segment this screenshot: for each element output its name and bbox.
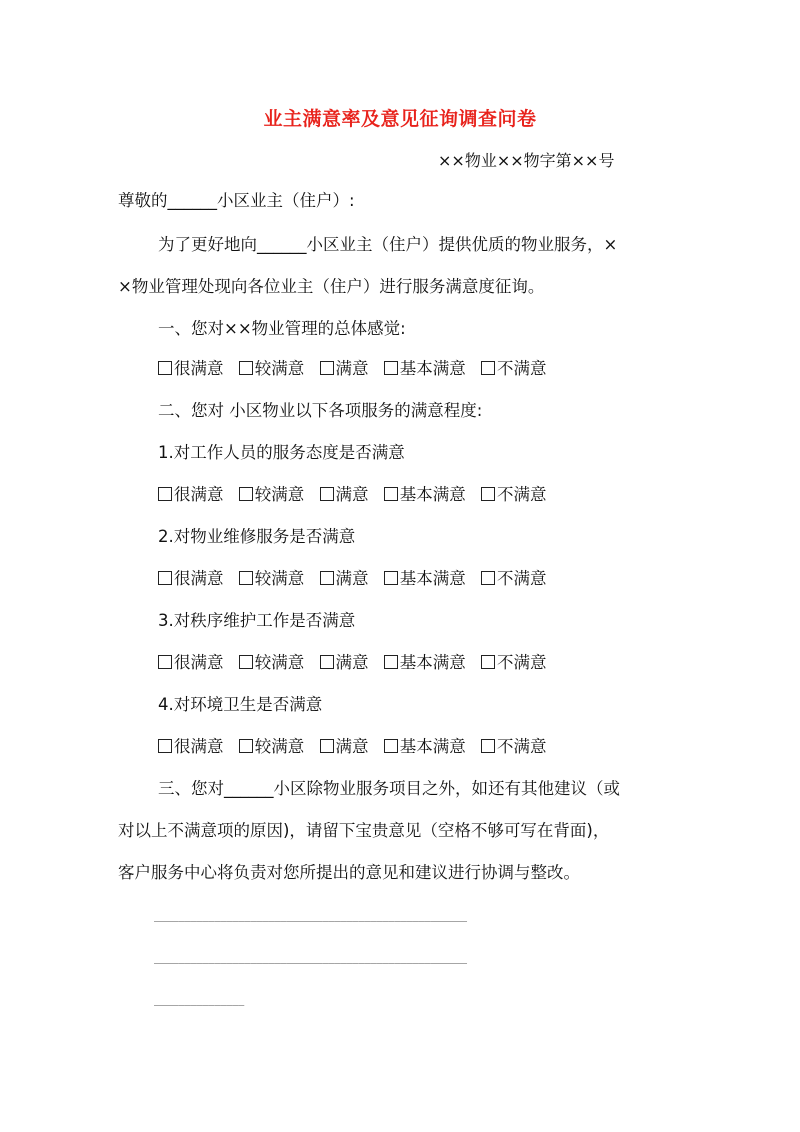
- option-group-overall[interactable]: [158, 358, 557, 380]
- intro-line-1: 为了更好地向______小区业主（住户）提供优质的物业服务，×: [158, 235, 618, 254]
- option-fairly-satisfied[interactable]: [239, 484, 305, 506]
- option-label: 基本满意: [399, 359, 466, 378]
- checkbox[interactable]: [320, 487, 334, 501]
- option-group-q2[interactable]: [158, 568, 557, 590]
- document-title: 业主满意率及意见征询调查问卷: [263, 108, 537, 130]
- option-label: 不满意: [497, 569, 547, 588]
- option-label: 不满意: [497, 737, 547, 756]
- checkbox[interactable]: [239, 655, 253, 669]
- option-fairly-satisfied[interactable]: [239, 568, 305, 590]
- option-very-satisfied[interactable]: [158, 736, 224, 758]
- checkbox[interactable]: [158, 739, 172, 753]
- option-label: 不满意: [497, 359, 547, 378]
- option-not-satisfied[interactable]: [481, 652, 547, 674]
- option-label: 满意: [335, 569, 369, 588]
- checkbox[interactable]: [239, 487, 253, 501]
- option-label: 满意: [335, 359, 369, 378]
- option-label: 不满意: [497, 485, 547, 504]
- checkbox[interactable]: [320, 361, 334, 375]
- checkbox[interactable]: [384, 655, 398, 669]
- option-label: 满意: [335, 737, 369, 756]
- section-3-line-3: 客户服务中心将负责对您所提出的意见和建议进行协调与整改。: [118, 863, 580, 882]
- option-satisfied[interactable]: [320, 484, 369, 506]
- question-2: 2.对物业维修服务是否满意: [158, 527, 356, 546]
- option-label: 基本满意: [399, 485, 466, 504]
- option-not-satisfied[interactable]: [481, 484, 547, 506]
- section-2-heading: 二、您对 小区物业以下各项服务的满意程度:: [158, 401, 483, 420]
- answer-blank-line-3[interactable]: _______________: [154, 995, 245, 1006]
- checkbox[interactable]: [320, 739, 334, 753]
- checkbox[interactable]: [384, 739, 398, 753]
- option-label: 基本满意: [399, 569, 466, 588]
- section-3-line-2: 对以上不满意项的原因)，请留下宝贵意见（空格不够可写在背面)，: [118, 821, 610, 840]
- option-basically-satisfied[interactable]: [384, 652, 466, 674]
- checkbox[interactable]: [481, 487, 495, 501]
- checkbox[interactable]: [158, 571, 172, 585]
- option-basically-satisfied[interactable]: [384, 736, 466, 758]
- option-label: 很满意: [174, 737, 224, 756]
- option-label: 满意: [335, 485, 369, 504]
- checkbox[interactable]: [481, 361, 495, 375]
- option-basically-satisfied[interactable]: [384, 568, 466, 590]
- option-basically-satisfied[interactable]: [384, 484, 466, 506]
- option-not-satisfied[interactable]: [481, 736, 547, 758]
- checkbox[interactable]: [384, 361, 398, 375]
- option-very-satisfied[interactable]: [158, 484, 224, 506]
- option-very-satisfied[interactable]: [158, 568, 224, 590]
- answer-blank-line-2[interactable]: ____________________________________________________: [154, 953, 468, 964]
- option-group-q4[interactable]: [158, 736, 557, 758]
- question-3: 3.对秩序维护工作是否满意: [158, 611, 356, 630]
- option-label: 很满意: [174, 653, 224, 672]
- option-fairly-satisfied[interactable]: [239, 736, 305, 758]
- checkbox[interactable]: [384, 487, 398, 501]
- checkbox[interactable]: [239, 361, 253, 375]
- option-fairly-satisfied[interactable]: [239, 652, 305, 674]
- question-1: 1.对工作人员的服务态度是否满意: [158, 443, 405, 462]
- option-group-q3[interactable]: [158, 652, 557, 674]
- section-1-heading: 一、您对××物业管理的总体感觉:: [158, 319, 406, 338]
- option-label: 较满意: [254, 569, 305, 588]
- checkbox[interactable]: [481, 655, 495, 669]
- checkbox[interactable]: [481, 739, 495, 753]
- option-basically-satisfied[interactable]: [384, 358, 466, 380]
- checkbox[interactable]: [320, 655, 334, 669]
- option-label: 基本满意: [399, 653, 466, 672]
- option-satisfied[interactable]: [320, 568, 369, 590]
- checkbox[interactable]: [481, 571, 495, 585]
- checkbox[interactable]: [239, 739, 253, 753]
- checkbox[interactable]: [158, 361, 172, 375]
- option-label: 不满意: [497, 653, 547, 672]
- checkbox[interactable]: [320, 571, 334, 585]
- checkbox[interactable]: [239, 571, 253, 585]
- option-satisfied[interactable]: [320, 652, 369, 674]
- option-label: 满意: [335, 653, 369, 672]
- option-label: 较满意: [254, 653, 305, 672]
- option-not-satisfied[interactable]: [481, 568, 547, 590]
- option-fairly-satisfied[interactable]: [239, 358, 305, 380]
- checkbox[interactable]: [158, 655, 172, 669]
- section-3-line-1: 三、您对______小区除物业服务项目之外，如还有其他建议（或: [158, 779, 620, 798]
- option-label: 很满意: [174, 359, 224, 378]
- question-4: 4.对环境卫生是否满意: [158, 695, 323, 714]
- option-label: 较满意: [254, 737, 305, 756]
- option-satisfied[interactable]: [320, 736, 369, 758]
- option-very-satisfied[interactable]: [158, 652, 224, 674]
- option-very-satisfied[interactable]: [158, 358, 224, 380]
- intro-line-2: ×物业管理处现向各位业主（住户）进行服务满意度征询。: [118, 277, 545, 296]
- greeting: 尊敬的______小区业主（住户）:: [118, 191, 355, 210]
- answer-blank-line-1[interactable]: ____________________________________________________: [154, 911, 468, 922]
- option-label: 很满意: [174, 569, 224, 588]
- option-satisfied[interactable]: [320, 358, 369, 380]
- document-number: ××物业××物字第××号: [438, 151, 615, 170]
- checkbox[interactable]: [158, 487, 172, 501]
- option-label: 基本满意: [399, 737, 466, 756]
- option-label: 较满意: [254, 485, 305, 504]
- option-label: 较满意: [254, 359, 305, 378]
- checkbox[interactable]: [384, 571, 398, 585]
- option-group-q1[interactable]: [158, 484, 557, 506]
- option-not-satisfied[interactable]: [481, 358, 547, 380]
- option-label: 很满意: [174, 485, 224, 504]
